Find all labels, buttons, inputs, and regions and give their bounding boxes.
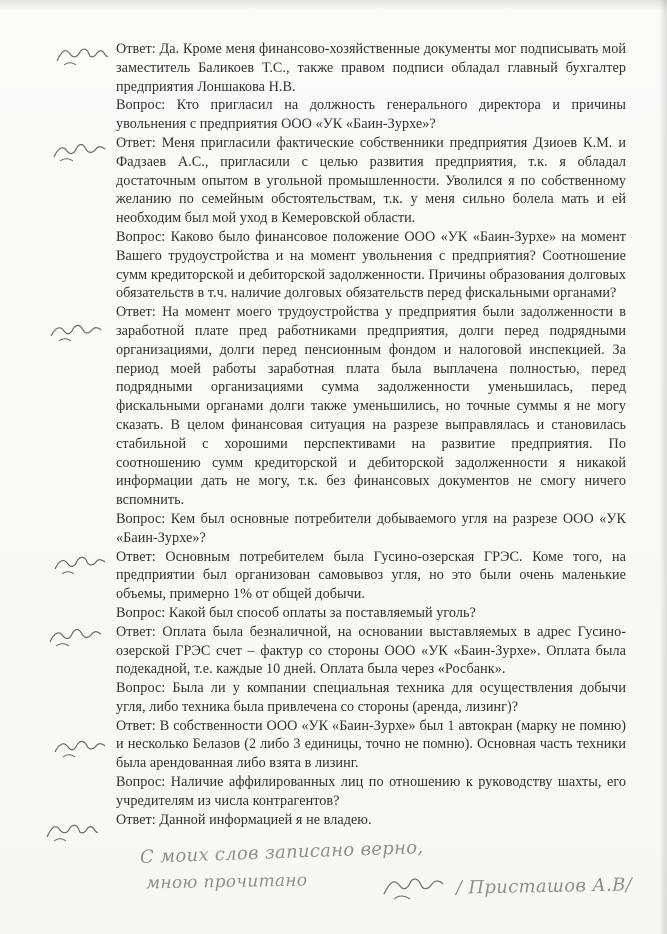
- margin-signature-2: [52, 139, 108, 163]
- margin-signature-7: [44, 820, 100, 844]
- answer-paragraph: Ответ: На момент моего трудоустройства у предприятия были задолженности в заработной плате пред работниками предприятия, долги перед подрядными организациями, долги перед пенсионным фондом и налоговой инспекцией. За период моей работы заработная плата была выплачена полностью, перед подрядными организациями сумма задолженности уменьшилась, перед фискальными органами долги также уменьшились, но точные суммы я не могу сказать. В целом финансовая ситуация на разрезе выправлялась и становилась стабильной с хорошими перспективами на развитие предприятия. По соотношению сумм кредиторской и дебиторской задолженности я никакой информации дать не могу, т.к. без финансовых документов не смогу ничего вспомнить.: [116, 304, 626, 509]
- handwritten-confirmation-line-1: С моих слов записано верно,: [139, 837, 424, 868]
- answer-paragraph: Ответ: Оплата была безналичной, на основании выставляемых в адрес Гусино-озерской ГРЭС счет – фактур со стороны ООО «УК «Баин-Зурхе». Оплата была подекадной, т.е. каждые 10 дней. Оплата была через «Росбанк».: [116, 623, 626, 678]
- question-paragraph: Вопрос: Была ли у компании специальная техника для осуществления добычи угля, либо техника была привлечена со стороны (аренда, лизинг)?: [116, 680, 626, 715]
- question-paragraph: Вопрос: Наличие аффилированных лиц по отношению к руководству шахты, его учредителям из числа контрагентов?: [116, 774, 626, 809]
- scan-shadow-right: [659, 0, 667, 934]
- margin-signature-6: [52, 736, 108, 760]
- question-paragraph: Вопрос: Кто пригласил на должность генерального директора и причины увольнения с предприятия ООО «УК «Баин-Зурхе»?: [116, 97, 626, 133]
- scan-shadow-top: [0, 0, 667, 10]
- document-body: [116, 40, 626, 829]
- answer-paragraph: Ответ: Основным потребителем была Гусино-озерская ГРЭС. Коме того, на предприятии был организован самовывоз угля, но это были очень маленькие объемы, примерно 1% от общей добычи.: [116, 548, 626, 603]
- margin-signature-4: [52, 552, 108, 576]
- answer-paragraph: Ответ: В собственности ООО «УК «Баин-Зурхе» был 1 автокран (марку не помню) и несколько Белазов (2 либо 3 единицы, точно не помню). Основная часть техники была арендованная либо взята в лизинг.: [116, 717, 626, 772]
- margin-signature-5: [48, 624, 104, 648]
- answer-paragraph: Ответ: Данной информацией я не владею.: [116, 811, 372, 828]
- handwritten-signer-name: / Присташов А.В/: [455, 874, 633, 899]
- margin-signature-3: [48, 320, 104, 344]
- handwritten-confirmation-line-2: мною прочитано: [145, 870, 308, 894]
- final-signature: [382, 872, 446, 904]
- question-paragraph: Вопрос: Какой был способ оплаты за поставляемый уголь?: [116, 604, 476, 621]
- margin-signature-1: [54, 44, 110, 68]
- question-paragraph: Вопрос: Каково было финансовое положение ООО «УК «Баин-Зурхе» на момент Вашего трудоустройства и на момент увольнения с предприятия? Соотношение сумм кредиторской и дебиторской задолженности. Причины образования долговых обязательств в т.ч. наличие долговых обязательств перед фискальными органами?: [116, 228, 626, 302]
- question-paragraph: Вопрос: Кем был основные потребители добываемого угля на разрезе ООО «УК «Баин-Зурхе»?: [116, 510, 626, 546]
- answer-paragraph: Ответ: Меня пригласили фактические собственники предприятия Дзиоев К.М. и Фадзаев А.С., пригласили с целью развития предприятия, т.к. я обладал достаточным опытом в угольной промышленности. Уволился я по собственному желанию по семейным обстоятельствам, т.к. у меня сильно болела мать и ей необходим был мой уход в Кемеровской области.: [116, 134, 626, 227]
- answer-paragraph: Ответ: Да. Кроме меня финансово-хозяйственные документы мог подписывать мой заместитель Баликоев Т.С., также правом подписи обладал главный бухгалтер предприятия Лоншакова Н.В.: [116, 41, 626, 95]
